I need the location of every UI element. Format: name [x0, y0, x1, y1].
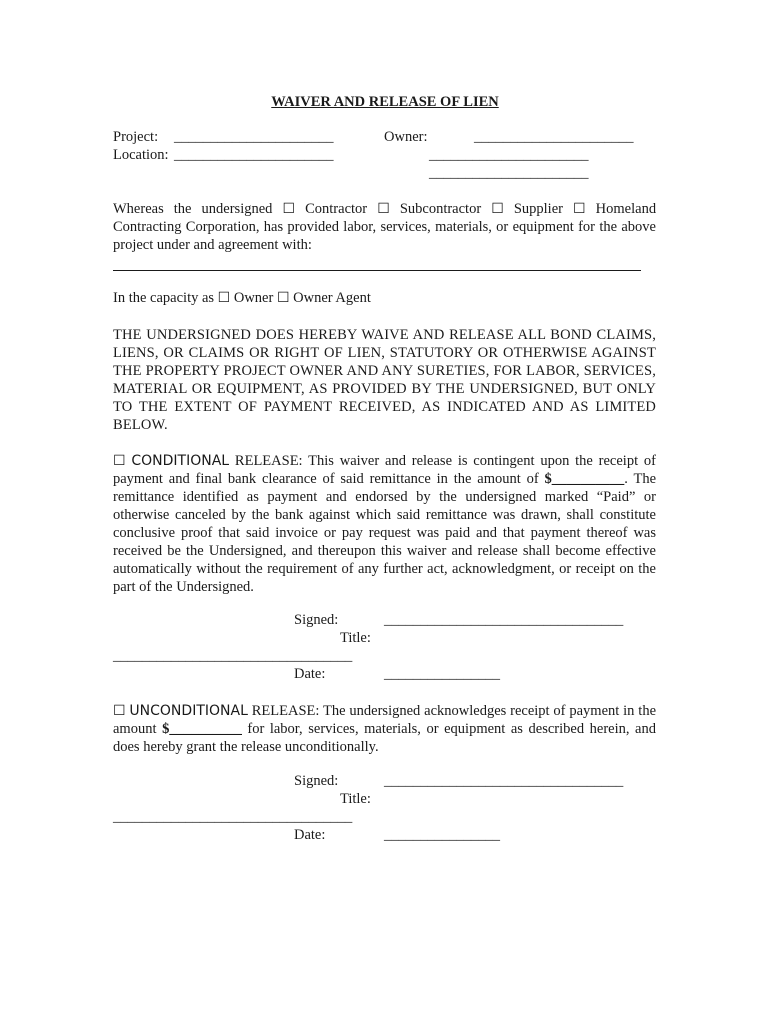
project-field[interactable]: ______________________: [174, 129, 334, 145]
unconditional-label-head: UNCONDITIONAL: [129, 703, 248, 719]
contractor-checkbox[interactable]: ☐: [282, 201, 296, 217]
unconditional-release-paragraph: [113, 702, 656, 756]
owner-checkbox[interactable]: ☐: [217, 290, 231, 306]
owner-option-label: Owner: [233, 290, 274, 306]
owner-field-3[interactable]: ______________________: [429, 165, 589, 181]
unconditional-date-field[interactable]: ________________: [384, 827, 500, 843]
unconditional-title-label: Title:: [340, 791, 371, 807]
conditional-release-paragraph: [113, 452, 656, 596]
conditional-signed-field[interactable]: _________________________________: [384, 612, 624, 628]
waiver-statement: THE UNDERSIGNED DOES HEREBY WAIVE AND RELEASE ALL BOND CLAIMS, LIENS, OR CLAIMS OR RIGHT OF LIEN, STATUTORY OR OTHERWISE AGAINST THE PROPERTY PROJECT OWNER AND ANY SURETIES, FOR LABOR, SERVICES, MATERIAL OR EQUIPMENT, AS PROVIDED BY THE UNDERSIGNED, BUT ONLY TO THE EXTENT OF PAYMENT RECEIVED, AS INDICATED AND AS LIMITED BELOW.: [113, 327, 656, 433]
whereas-intro: Whereas the undersigned: [113, 201, 273, 217]
owner-field-2[interactable]: ______________________: [429, 147, 589, 163]
supplier-checkbox[interactable]: ☐: [491, 201, 504, 217]
conditional-date-field[interactable]: ________________: [384, 666, 500, 682]
unconditional-signed-label: Signed:: [294, 773, 339, 789]
subcontractor-checkbox[interactable]: ☐: [377, 201, 390, 217]
location-label: Location:: [113, 147, 169, 163]
capacity-intro: In the capacity as: [113, 290, 215, 306]
conditional-title-label: Title:: [340, 630, 371, 646]
unconditional-text-b: for labor, services, materials, or equipment as described herein, and does hereby grant the release unconditionally.: [113, 721, 656, 755]
conditional-label-head: CONDITIONAL: [131, 453, 230, 469]
owner-label: Owner:: [384, 129, 428, 145]
conditional-checkbox[interactable]: ☐: [113, 453, 126, 469]
conditional-amount-field[interactable]: $__________: [544, 471, 625, 487]
capacity-line: [113, 290, 371, 307]
unconditional-checkbox[interactable]: ☐: [113, 703, 126, 719]
homeland-label: Homeland: [595, 201, 657, 217]
unconditional-label-tail: RELEASE:: [251, 703, 320, 719]
homeland-checkbox[interactable]: ☐: [573, 201, 586, 217]
owner-agent-option-label: Owner Agent: [293, 290, 371, 306]
location-field[interactable]: ______________________: [174, 147, 334, 163]
conditional-text-b: . The remittance identified as payment and endorsed by the undersigned marked “Paid” or otherwise canceled by the bank against which said remittance was drawn, shall constitute conclusive proof that said invoice or pay request was paid and that payment thereof was received be the Undersigned, and thereupon this waiver and release shall become effective automatically without the requirement of any further act, acknowledgment, or receipt on the part of the Undersigned.: [113, 471, 657, 595]
contractor-label: Contractor: [305, 201, 368, 217]
owner-field-1[interactable]: ______________________: [474, 129, 634, 145]
subcontractor-label: Subcontractor: [399, 201, 482, 217]
unconditional-text-a: The undersigned acknowledges receipt of payment in the amount: [113, 703, 657, 737]
owner-agent-checkbox[interactable]: ☐: [276, 290, 290, 306]
whereas-first-line: [113, 200, 656, 218]
conditional-title-field[interactable]: _________________________________: [113, 648, 353, 664]
supplier-label: Supplier: [513, 201, 563, 217]
agreement-with-line[interactable]: [113, 270, 641, 271]
whereas-paragraph: [113, 200, 656, 254]
conditional-date-label: Date:: [294, 666, 326, 682]
project-label: Project:: [113, 129, 159, 145]
unconditional-amount-field[interactable]: $__________: [162, 721, 242, 737]
whereas-rest: Contracting Corporation, has provided labor, services, materials, or equipment for the above project under and agreement with:: [113, 219, 656, 253]
conditional-label-tail: RELEASE:: [234, 453, 303, 469]
conditional-signed-label: Signed:: [294, 612, 339, 628]
unconditional-title-field[interactable]: _________________________________: [113, 809, 353, 825]
unconditional-date-label: Date:: [294, 827, 326, 843]
unconditional-signed-field[interactable]: _________________________________: [384, 773, 624, 789]
conditional-text-a: This waiver and release is contingent upon the receipt of payment and final bank clearance of said remittance in the amount of: [113, 453, 656, 487]
document-title: WAIVER AND RELEASE OF LIEN: [271, 94, 499, 110]
